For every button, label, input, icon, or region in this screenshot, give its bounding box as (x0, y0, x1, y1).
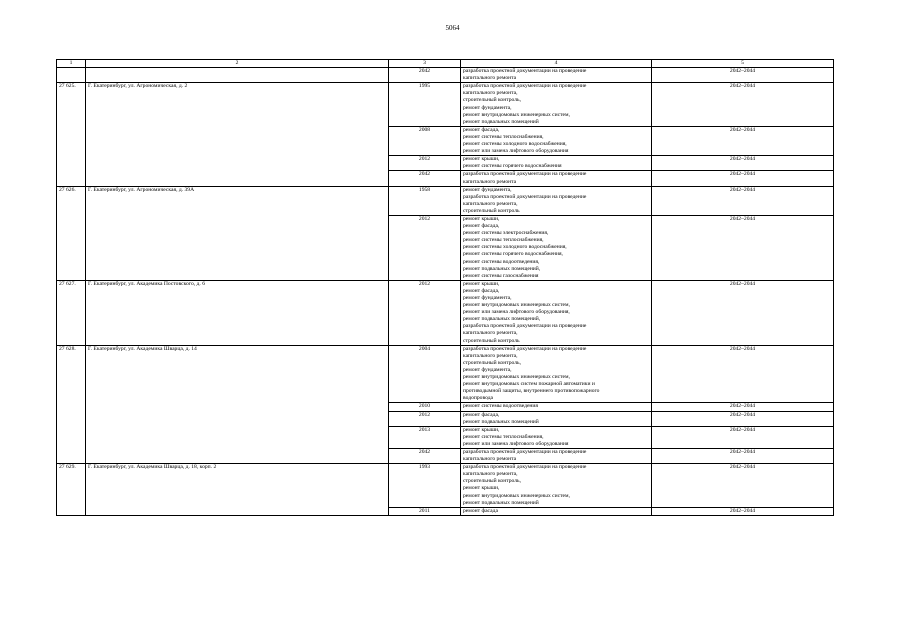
entry-number: 27 626. (57, 186, 86, 280)
table-row (57, 464, 834, 508)
work-item: ремонт фундамента, (463, 295, 512, 301)
year-cell: 2042 (389, 448, 461, 463)
year-cell: 1993 (389, 464, 461, 508)
building-address: Г. Екатеринбург, ул. Агрономическая, д. 2 (86, 83, 389, 186)
year-cell: 2012 (389, 156, 461, 171)
planned-period-cell: 2042–2044 (652, 426, 834, 448)
work-types-cell (461, 403, 652, 411)
planned-period-cell: 2042–2044 (652, 126, 834, 155)
work-item: ремонт внутридомовых инженерных систем, (463, 374, 570, 381)
planned-period-cell: 2042–2044 (652, 156, 834, 171)
work-item: водопровода (463, 395, 494, 402)
work-item: капитального ремонта, (463, 200, 518, 207)
entry-number: 27 628. (57, 345, 86, 464)
work-item: ремонт фасада, (463, 223, 500, 230)
year-cell: 2008 (389, 126, 461, 155)
work-types-cell (461, 68, 652, 83)
work-item: ремонт крыши, (463, 156, 500, 163)
work-item: ремонт или замена лифтового оборудования (463, 440, 569, 447)
work-types-cell (461, 186, 652, 215)
year-cell: 2011 (389, 507, 461, 515)
year-cell: 2012 (389, 280, 461, 345)
year-cell: 2010 (389, 403, 461, 411)
work-item: разработка проектной документации на проведение (463, 171, 587, 178)
work-item: строительный контроль, (463, 478, 521, 485)
work-item: ремонт системы теплоснабжения, (463, 133, 544, 140)
work-types-cell (461, 215, 652, 280)
year-cell: 1958 (389, 186, 461, 215)
building-address: Г. Екатеринбург, ул. Академика Постовского, д. 6 (86, 280, 389, 345)
planned-period-cell: 2042–2044 (652, 464, 834, 508)
work-item: ремонт внутридомовых инженерных систем, (463, 302, 570, 309)
work-item: ремонт или замена лифтового оборудования, (463, 309, 570, 316)
work-types-cell (461, 83, 652, 127)
work-item: ремонт фасада, (463, 287, 500, 294)
table-row (57, 68, 834, 83)
column-header-4: 4 (461, 60, 652, 68)
work-item: разработка проектной документации на проведение (463, 68, 587, 75)
work-item: ремонт фасада, (463, 126, 500, 133)
work-item: ремонт системы электроснабжения, (463, 230, 549, 237)
column-header-5: 5 (652, 60, 834, 68)
work-item: противодымной защиты, внутреннего противопожарного (463, 388, 600, 395)
work-item: разработка проектной документации на проведение (463, 345, 587, 352)
work-item: разработка проектной документации на проведение (463, 464, 587, 471)
work-item: ремонт фундамента, (463, 186, 512, 193)
planned-period-cell: 2042–2044 (652, 186, 834, 215)
table-row (57, 345, 834, 403)
work-item: ремонт фундамента, (463, 104, 512, 111)
year-cell: 2012 (389, 411, 461, 426)
work-item: ремонт крыши, (463, 485, 500, 492)
work-item: ремонт системы теплоснабжения, (463, 433, 544, 440)
repair-schedule-body (57, 60, 834, 516)
work-item: капитального ремонта, (463, 330, 518, 337)
work-item: ремонт системы горячего водоснабжения, (463, 251, 563, 258)
work-item: разработка проектной документации на проведение (463, 323, 587, 330)
building-address: Г. Екатеринбург, ул. Академика Шварца, д. 18, корп. 2 (86, 464, 389, 516)
building-address (86, 68, 389, 83)
work-item: ремонт внутридомовых инженерных систем, (463, 492, 570, 499)
planned-period-cell: 2042–2044 (652, 448, 834, 463)
column-header-3: 3 (389, 60, 461, 68)
work-item: ремонт системы холодного водоснабжения, (463, 141, 567, 148)
planned-period-cell: 2042–2044 (652, 403, 834, 411)
entry-number: 27 625. (57, 83, 86, 186)
entry-number: 27 629. (57, 464, 86, 516)
work-item: ремонт подвальных помещений (463, 118, 539, 125)
work-item: разработка проектной документации на проведение (463, 448, 587, 455)
work-types-cell (461, 280, 652, 345)
work-item: ремонт подвальных помещений, (463, 316, 541, 323)
work-types-cell (461, 156, 652, 171)
work-item: ремонт внутридомовых систем пожарной автоматики и (463, 381, 595, 388)
work-item: ремонт крыши, (463, 280, 500, 287)
entry-number (57, 68, 86, 83)
repair-schedule-table (56, 59, 834, 516)
work-item: ремонт системы горячего водоснабжения (463, 163, 562, 170)
column-number-header-row (57, 60, 834, 68)
year-cell: 2042 (389, 68, 461, 83)
planned-period-cell: 2042–2044 (652, 68, 834, 83)
work-item: ремонт системы холодного водоснабжения, (463, 244, 567, 251)
planned-period-cell: 2042–2044 (652, 345, 834, 403)
planned-period-cell: 2042–2044 (652, 83, 834, 127)
work-types-cell (461, 426, 652, 448)
work-types-cell (461, 126, 652, 155)
work-types-cell (461, 345, 652, 403)
planned-period-cell: 2042–2044 (652, 171, 834, 186)
building-address: Г. Екатеринбург, ул. Академика Шварца, д. 14 (86, 345, 389, 464)
work-item: ремонт системы водоотведения, (463, 258, 540, 265)
work-types-cell (461, 464, 652, 508)
entry-number: 27 627. (57, 280, 86, 345)
work-item: ремонт фасада (463, 507, 498, 514)
work-item: ремонт системы теплоснабжения, (463, 237, 544, 244)
work-types-cell (461, 448, 652, 463)
planned-period-cell: 2042–2044 (652, 215, 834, 280)
column-header-1: 1 (57, 60, 86, 68)
year-cell: 2004 (389, 345, 461, 403)
work-item: ремонт системы водоотведения (463, 403, 538, 410)
work-item: ремонт крыши, (463, 215, 500, 222)
page-number: 5064 (445, 24, 460, 32)
work-types-cell (461, 411, 652, 426)
work-item: ремонт системы газоснабжения (463, 272, 539, 279)
table-row (57, 186, 834, 215)
column-header-2: 2 (86, 60, 389, 68)
work-types-cell (461, 507, 652, 515)
work-item: ремонт подвальных помещений, (463, 265, 541, 272)
table-row (57, 280, 834, 345)
year-cell: 2013 (389, 426, 461, 448)
work-item: строительный контроль (463, 337, 520, 344)
work-item: капитального ремонта (463, 75, 517, 82)
work-item: капитального ремонта (463, 178, 517, 185)
work-item: строительный контроль (463, 207, 520, 214)
work-item: капитального ремонта, (463, 471, 518, 478)
planned-period-cell: 2042–2044 (652, 411, 834, 426)
work-item: ремонт фасада, (463, 411, 500, 418)
year-cell: 1995 (389, 83, 461, 127)
work-item: ремонт внутридомовых инженерных систем, (463, 111, 570, 118)
work-item: разработка проектной документации на проведение (463, 83, 587, 90)
work-item: ремонт или замена лифтового оборудования (463, 148, 569, 155)
work-item: строительный контроль, (463, 97, 521, 104)
year-cell: 2012 (389, 215, 461, 280)
planned-period-cell: 2042–2044 (652, 507, 834, 515)
work-item: капитального ремонта, (463, 90, 518, 97)
work-item: ремонт подвальных помещений (463, 418, 539, 425)
work-item: разработка проектной документации на проведение (463, 193, 587, 200)
work-item: ремонт подвальных помещений (463, 499, 539, 506)
year-cell: 2042 (389, 171, 461, 186)
work-item: строительный контроль, (463, 359, 521, 366)
work-item: капитального ремонта, (463, 352, 518, 359)
table-row (57, 83, 834, 127)
planned-period-cell: 2042–2044 (652, 280, 834, 345)
work-item: ремонт фундамента, (463, 366, 512, 373)
work-item: капитального ремонта (463, 456, 517, 463)
building-address: Г. Екатеринбург, ул. Агрономическая, д. 39А (86, 186, 389, 280)
work-types-cell (461, 171, 652, 186)
work-item: ремонт крыши, (463, 426, 500, 433)
